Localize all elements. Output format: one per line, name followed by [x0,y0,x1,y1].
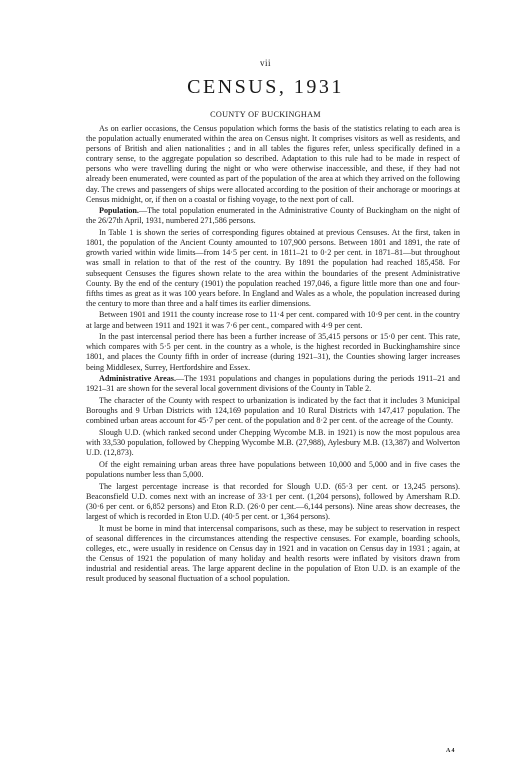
paragraph-text: —The 1931 populations and changes in populations during the periods 1911–21 and 1921–31 are shown for the several local government divisions of the County in Table 2. [86,374,460,394]
paragraph [86,396,460,426]
page-number: vii [259,58,271,68]
paragraph-text: The character of the County with respect to urbanization is indicated by the fact that it includes 3 Municipal Boroughs and 9 Urban Districts with 124,169 population and 10 Rural Districts with 147,417 population. The combined urban areas account for 45·7 per cent. of the population and 8·2 per cent. of the acreage of the County. [86,396,460,426]
page-subtitle: COUNTY OF BUCKINGHAM [210,110,321,119]
printer-signature-mark: A 4 [446,748,455,754]
body-text [86,124,460,586]
paragraph-text: It must be borne in mind that intercensal comparisons, such as these, may be subject to reservation in respect of seasonal differences in the circumstances attending the respective censuses. For example, boarding schools, colleges, etc., were usually in residence on Census day in 1921 and in vacation on Census day in 1931 ; again, at the Census of 1921 the population of many holiday and health resorts were inflated by visitors drawn from industrial and residential areas. The large apparent decline in the population of Eton U.D. is an example of the result produced by seasonal fluctuation of a school population. [86,523,460,583]
paragraph [86,124,460,205]
paragraph-text: Of the eight remaining urban areas three have populations between 10,000 and 5,000 and in five cases the populations number less than 5,000. [86,459,460,479]
paragraph [86,310,460,330]
paragraph-text: In Table 1 is shown the series of corresponding figures obtained at previous Censuses. At the first, taken in 1801, the population of the Ancient County amounted to 107,900 persons. Between 1801 and 1891, the rate of growth varied within wide limits—from 14·5 per cent. in 1811–21 to 0·2 per cent. in 1871–81—but throughout was small in relation to that of the rest of the country. By 1891 the population had reached 185,458. For subsequent Censuses the figures shown relate to the area within the boundaries of the present Administrative County. By the end of the century (1901) the population reached 197,046, a figure little more than one and four-fifths times as great as it was 100 years before. In England and Wales as a whole, the population increased during the century to more than three and a half times its earlier dimensions. [86,228,460,308]
paragraph-text: —The total population enumerated in the Administrative County of Buckingham on the night of the 26/27th April, 1931, numbered 271,586 persons. [86,206,460,226]
paragraph [86,332,460,372]
paragraph [86,482,460,522]
paragraph [86,428,460,458]
paragraph [86,228,460,309]
paragraph [86,374,460,394]
paragraph-text: In the past intercensal period there has been a further increase of 35,415 persons or 15·0 per cent. This rate, which compares with 5·5 per cent. in the country as a whole, is the highest recorded in Buckinghamshire since 1801, and places the County fifth in order of increase (during 1921–31), the Counties showing larger increases being Middlesex, Surrey, Hertfordshire and Essex. [86,332,460,372]
paragraph-text: Between 1901 and 1911 the county increase rose to 11·4 per cent. compared with 10·9 per cent. in the country at large and between 1911 and 1921 it was 7·6 per cent., compared with 4·9 per cent. [86,310,460,330]
section-heading: Administrative Areas. [99,374,177,384]
section-heading: Population. [99,206,139,216]
paragraph-text: Slough U.D. (which ranked second under Chepping Wycombe M.B. in 1921) is now the most populous area with 33,530 population, followed by Chepping Wycombe M.B. (27,988), Aylesbury M.B. (13,387) and Wolverton U.D. (12,873). [86,427,460,458]
paragraph-text: As on earlier occasions, the Census population which forms the basis of the statistics relating to each area is the population actually enumerated within the area on Census night. It comprises visitors as well as residents, and persons of British and alien nationalities ; and in all tables the figures refer, unless specifically defined in a contrary sense, to the aggregate population so described. Adaptation to this rule had to be made in respect of persons who were travelling during the night or who were otherwise inaccessible, and these, if they had not already been enumerated, were counted as part of the population of the area at which they arrived on the following day. The crews and passengers of ships were allocated according to the position of their anchorage or moorings at Census midnight, or, if then on a coastal or fishing voyage, to the next port of call. [86,124,460,204]
paragraph [86,524,460,585]
page-title: CENSUS, 1931 [187,76,344,98]
paragraph [86,460,460,480]
paragraph [86,206,460,226]
paragraph-text: The largest percentage increase is that recorded for Slough U.D. (65·3 per cent. or 13,245 persons). Beaconsfield U.D. comes next with an increase of 33·1 per cent. (1,204 persons), followed by Amersham R.D. (30·6 per cent. or 6,852 persons) and Eton R.D. (26·0 per cent.—6,144 persons). Nine areas show decreases, the largest of which is recorded in Eton U.D. (40·5 per cent. or 1,364 persons). [86,481,460,521]
